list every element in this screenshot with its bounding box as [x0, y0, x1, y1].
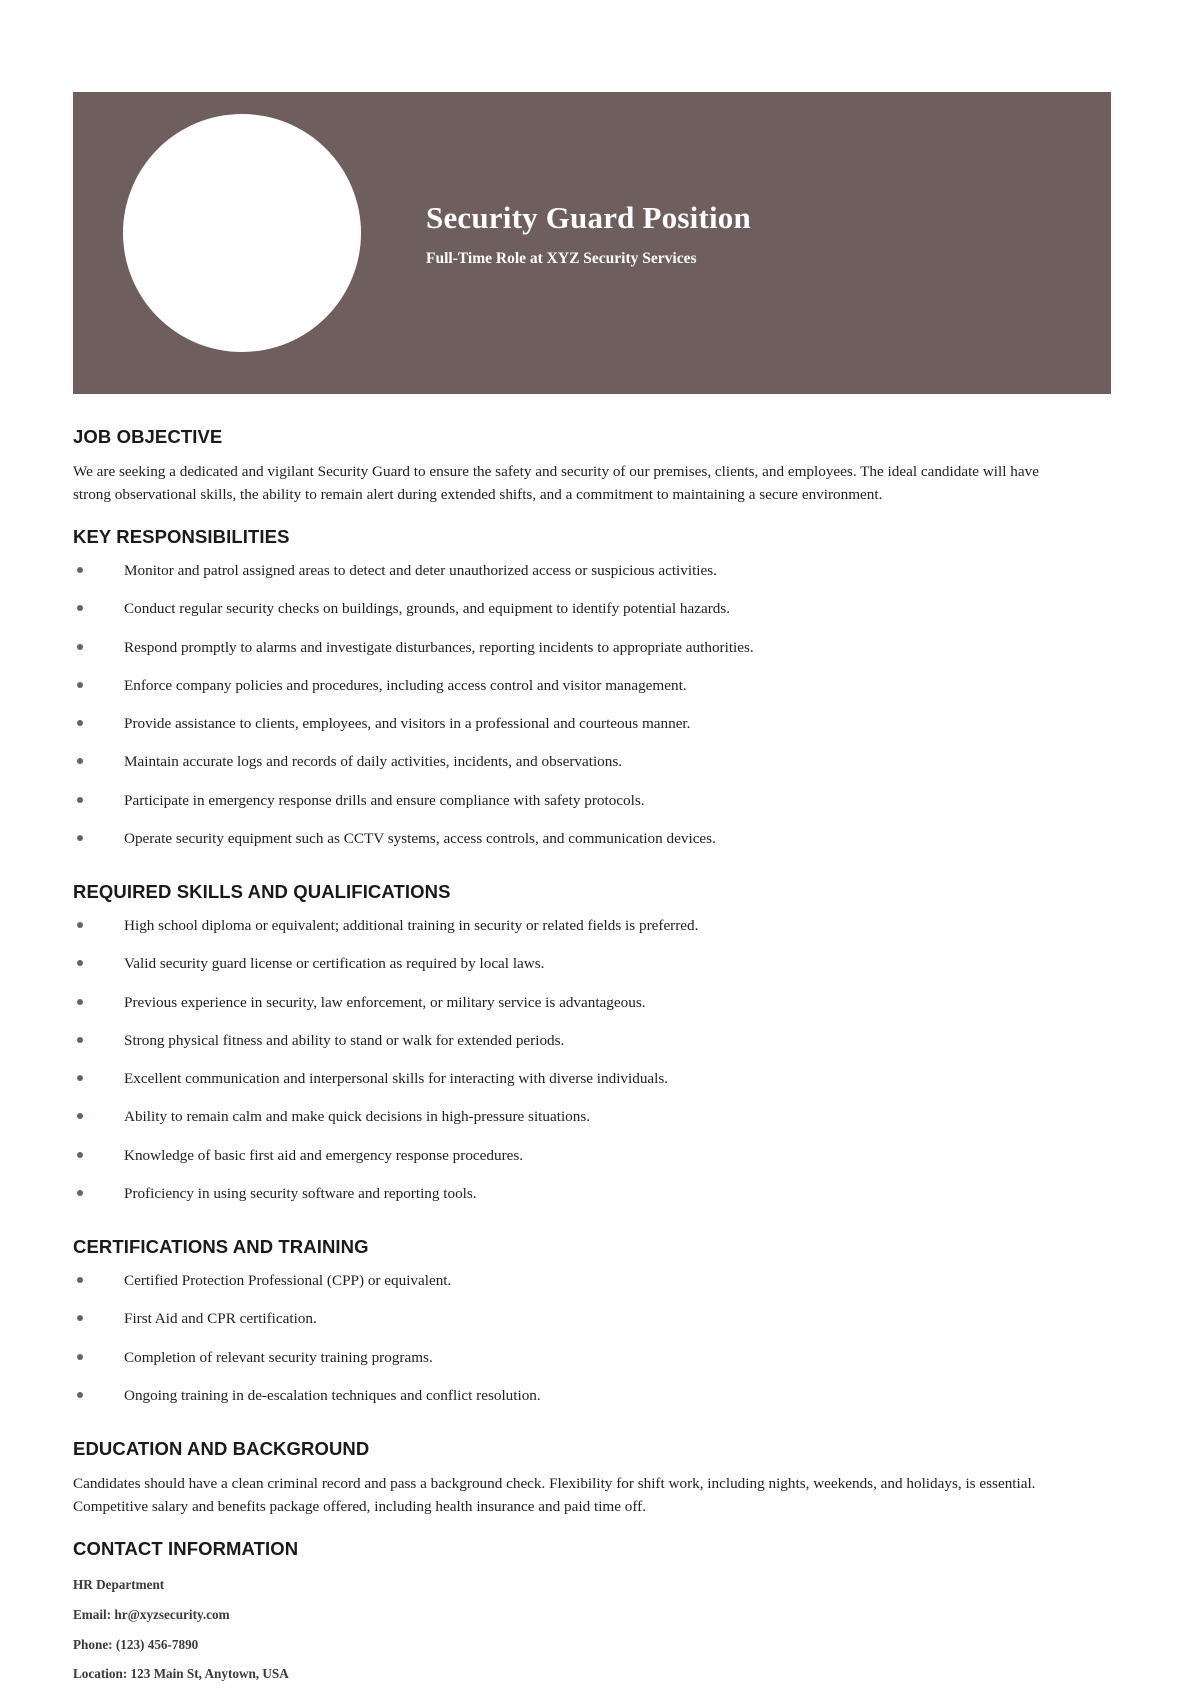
list-item: Provide assistance to clients, employees, and visitors in a professional and courteous manner. — [73, 714, 1111, 734]
list-item: Respond promptly to alarms and investigate disturbances, reporting incidents to appropriate authorities. — [73, 638, 1111, 658]
list-item: Valid security guard license or certification as required by local laws. — [73, 954, 1111, 974]
section-job-objective — [73, 412, 1111, 506]
page-title: Security Guard Position — [426, 200, 751, 235]
list-item: Previous experience in security, law enforcement, or military service is advantageous. — [73, 993, 1111, 1013]
list-item: Strong physical fitness and ability to stand or walk for extended periods. — [73, 1031, 1111, 1051]
page-subtitle: Full-Time Role at XYZ Security Services — [426, 249, 697, 267]
header-text-block — [426, 200, 1066, 268]
list-item: Enforce company policies and procedures, including access control and visitor management. — [73, 676, 1111, 696]
section-certifications — [73, 1222, 1111, 1406]
section-required-skills — [73, 867, 1111, 1204]
document-content — [73, 412, 1111, 1695]
contact-block — [73, 1576, 1111, 1683]
header-banner — [73, 92, 1111, 394]
job-objective-paragraph: We are seeking a dedicated and vigilant Security Guard to ensure the safety and security of our premises, clients, and employees. The ideal candidate will have strong observational skills, the ability to remain alert during extended shifts, and a commitment to maintaining a secure environment. — [73, 463, 1039, 503]
contact-phone[interactable]: Phone: (123) 456-7890 — [73, 1636, 199, 1652]
certifications-list — [73, 1271, 1111, 1406]
section-heading-contact-information: CONTACT INFORMATION — [73, 1538, 299, 1559]
list-item: Excellent communication and interpersonal skills for interacting with diverse individuals. — [73, 1069, 1111, 1089]
contact-email[interactable]: Email: hr@xyzsecurity.com — [73, 1606, 230, 1622]
list-item: Knowledge of basic first aid and emergency response procedures. — [73, 1146, 1111, 1166]
list-item: First Aid and CPR certification. — [73, 1309, 1111, 1329]
list-item: Ability to remain calm and make quick decisions in high-pressure situations. — [73, 1107, 1111, 1127]
section-contact-information — [73, 1524, 1111, 1683]
list-item: Conduct regular security checks on buildings, grounds, and equipment to identify potential hazards. — [73, 599, 1111, 619]
list-item: Maintain accurate logs and records of daily activities, incidents, and observations. — [73, 752, 1111, 772]
list-item: Ongoing training in de-escalation techniques and conflict resolution. — [73, 1386, 1111, 1406]
avatar-placeholder-icon — [123, 114, 361, 352]
section-key-responsibilities — [73, 512, 1111, 849]
contact-location: Location: 123 Main St, Anytown, USA — [73, 1666, 289, 1682]
list-item: Monitor and patrol assigned areas to detect and deter unauthorized access or suspicious activities. — [73, 561, 1111, 581]
list-item: Operate security equipment such as CCTV systems, access controls, and communication devices. — [73, 829, 1111, 849]
list-item: Proficiency in using security software and reporting tools. — [73, 1184, 1111, 1204]
section-heading-key-responsibilities: KEY RESPONSIBILITIES — [73, 526, 290, 547]
section-heading-certifications: CERTIFICATIONS AND TRAINING — [73, 1236, 369, 1257]
list-item: High school diploma or equivalent; additional training in security or related fields is preferred. — [73, 916, 1111, 936]
responsibilities-list — [73, 561, 1111, 849]
list-item: Completion of relevant security training programs. — [73, 1348, 1111, 1368]
skills-list — [73, 916, 1111, 1204]
contact-department: HR Department — [73, 1577, 165, 1592]
education-paragraph: Candidates should have a clean criminal record and pass a background check. Flexibility for shift work, including nights, weekends, and holidays, is essential. Competitive salary and benefits package offered, including health insurance and paid time off. — [73, 1475, 1036, 1515]
section-education-background — [73, 1424, 1111, 1518]
section-heading-required-skills: REQUIRED SKILLS AND QUALIFICATIONS — [73, 881, 451, 902]
section-heading-education-background: EDUCATION AND BACKGROUND — [73, 1438, 370, 1459]
list-item: Participate in emergency response drills and ensure compliance with safety protocols. — [73, 791, 1111, 811]
section-heading-job-objective: JOB OBJECTIVE — [73, 426, 223, 447]
list-item: Certified Protection Professional (CPP) or equivalent. — [73, 1271, 1111, 1291]
